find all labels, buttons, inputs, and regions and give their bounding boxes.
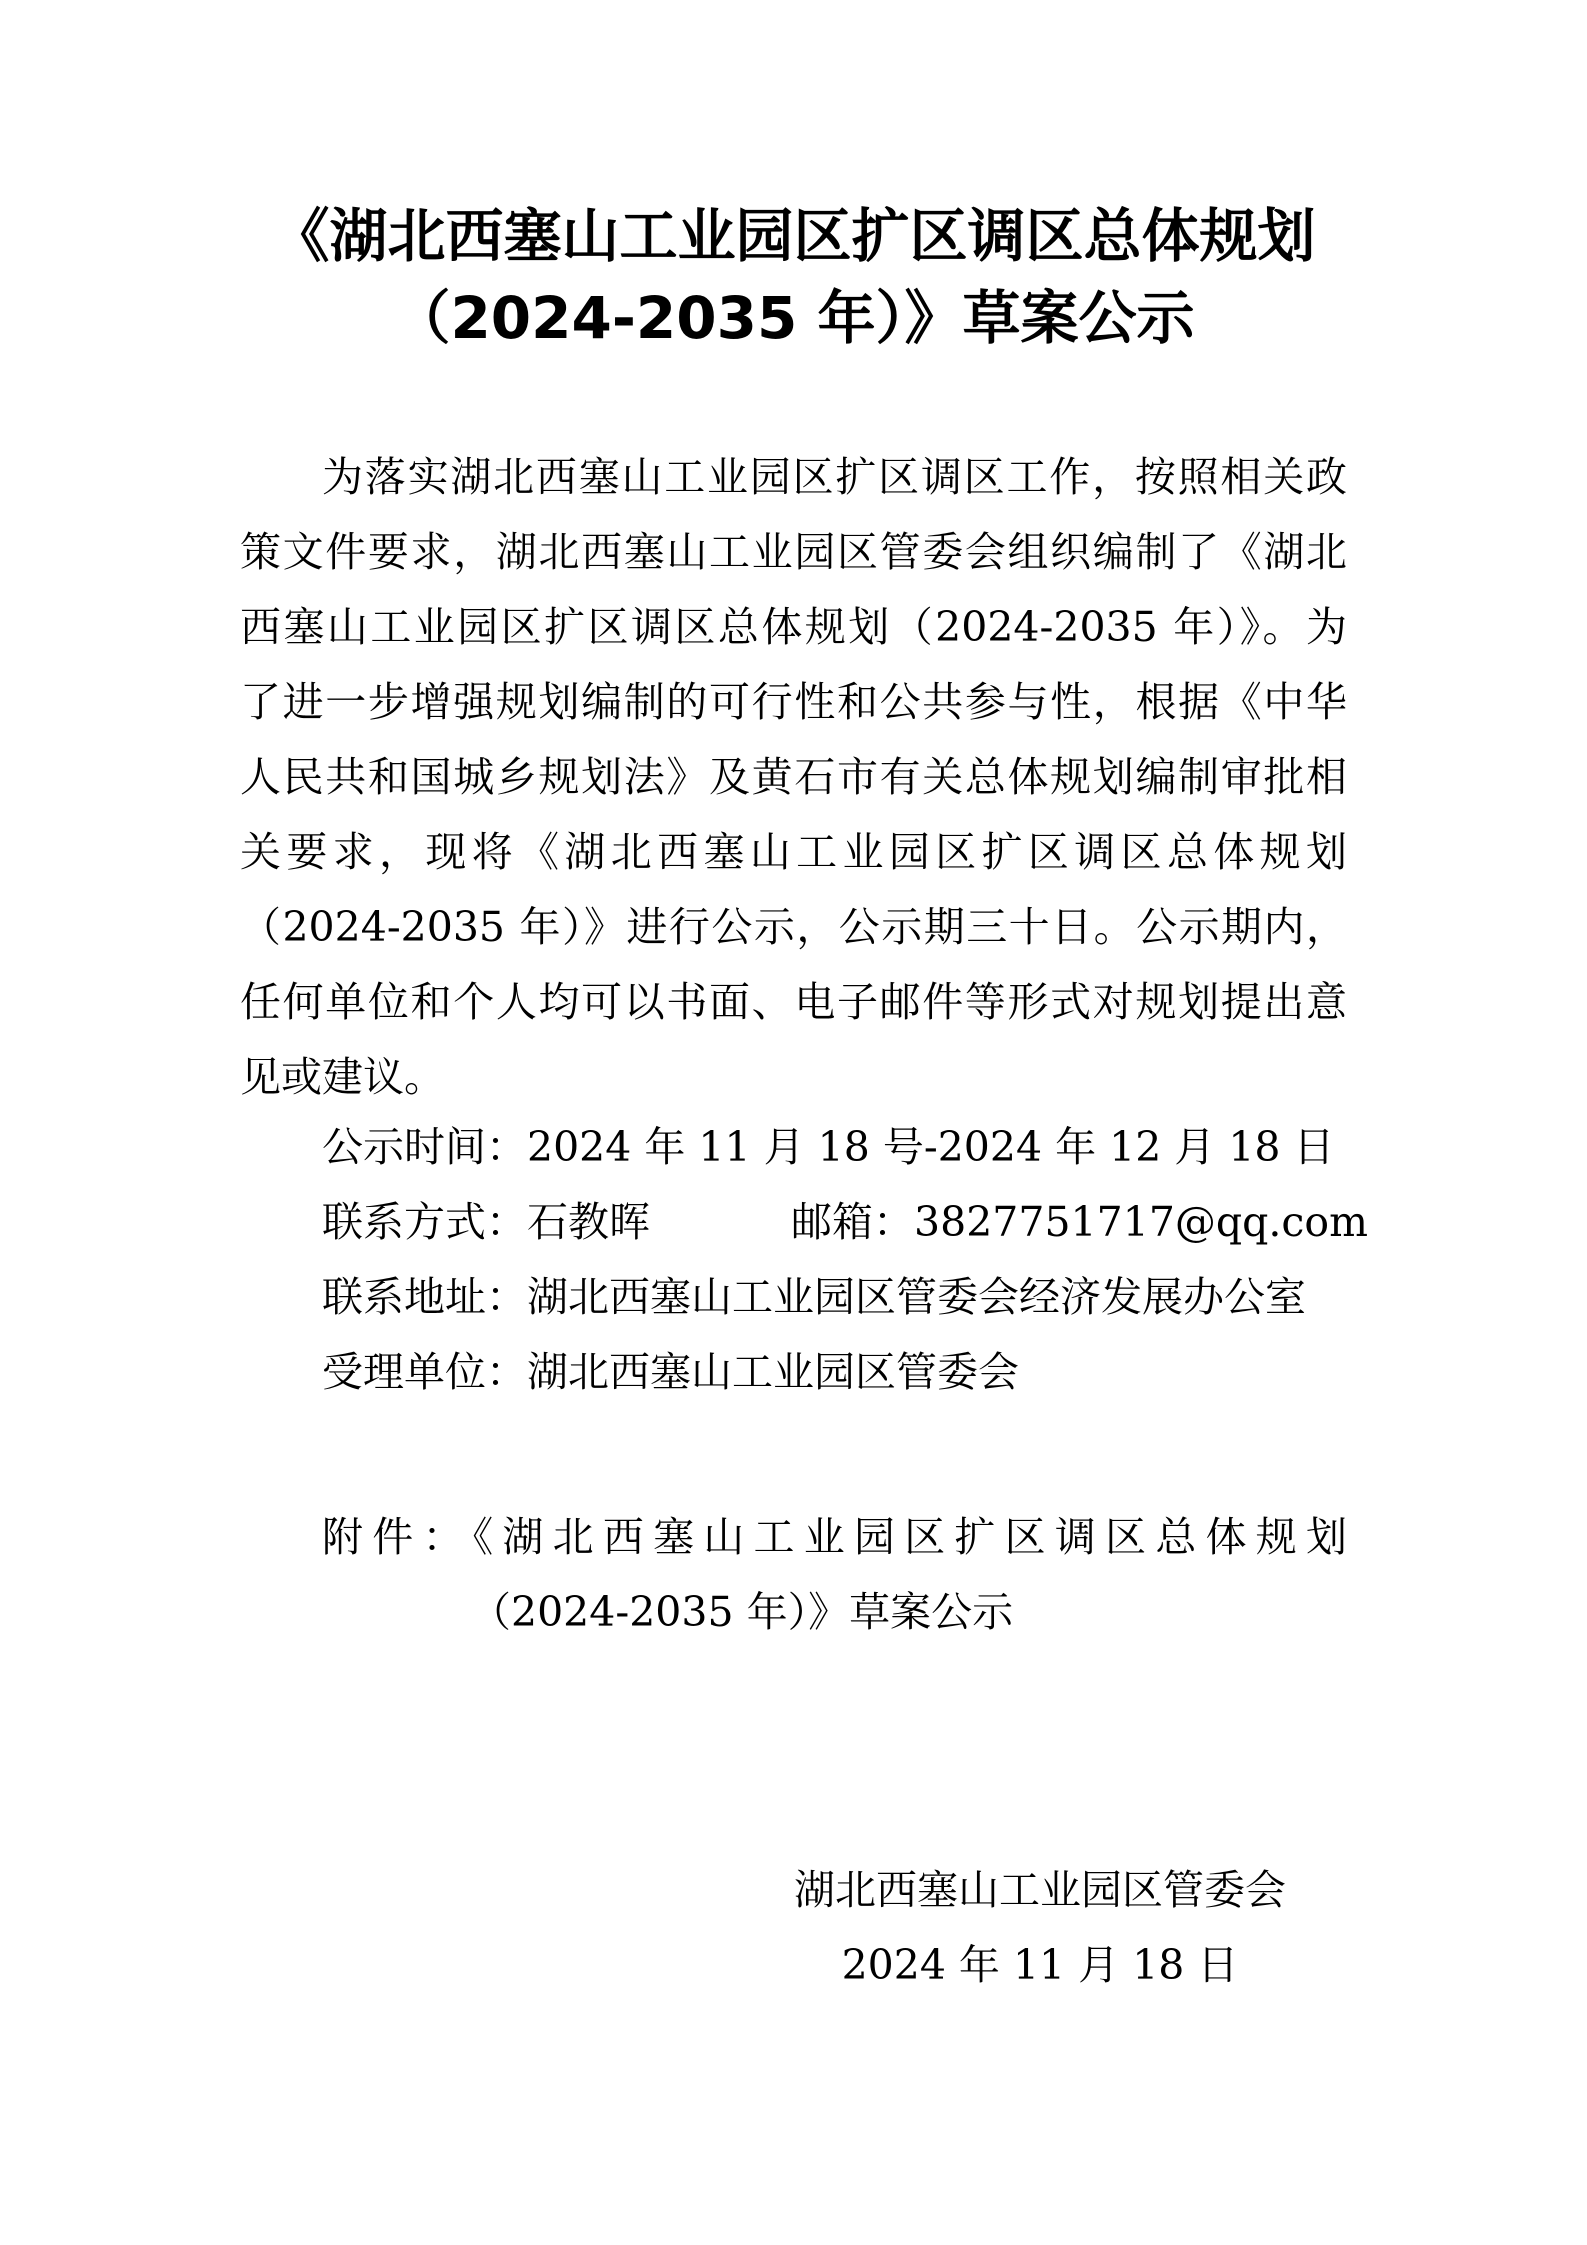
notice-time-value: 2024 年 11 月 18 号-2024 年 12 月 18 日 [527,1123,1335,1171]
accepting-unit-value: 湖北西塞山工业园区管委会 [527,1348,1019,1396]
body-line: 任何单位和个人均可以书面、电子邮件等形式对规划提出意 [240,978,1347,1026]
attachment-block [322,1500,1347,1650]
email-block [791,1185,1368,1260]
body-line: 关要求，现将《湖北西塞山工业园区扩区调区总体规划 [240,828,1347,876]
attachment-title-line-1: 《湖北西塞山工业园区扩区调区总体规划 [472,1513,1348,1561]
accepting-unit-label: 受理单位： [322,1348,527,1396]
contact-label: 联系方式： [322,1198,527,1246]
email-value: 3827751717@qq.com [914,1198,1368,1246]
contact-value: 石教晖 [527,1198,650,1246]
attachment-title-line-2: （2024-2035 年）》草案公示 [470,1588,1014,1636]
address-value: 湖北西塞山工业园区管委会经济发展办公室 [527,1273,1306,1321]
accepting-unit-row [322,1335,1347,1410]
attachment-label: 附件： [322,1513,473,1561]
document-title-line-1: 《湖北西塞山工业园区扩区调区总体规划 [271,202,1316,270]
body-line: 为落实湖北西塞山工业园区扩区调区工作，按照相关政 [322,453,1347,501]
signature-organization: 湖北西塞山工业园区管委会 [794,1866,1286,1914]
body-line: 了进一步增强规划编制的可行性和公共参与性，根据《中华 [240,678,1347,726]
body-line: 见或建议。 [240,1053,445,1101]
signature-date: 2024 年 11 月 18 日 [841,1941,1239,1989]
address-row [322,1260,1347,1335]
notice-time-row [322,1110,1347,1185]
document-title-line-2: （2024-2035 年）》草案公示 [392,284,1195,352]
notice-time-label: 公示时间： [322,1123,527,1171]
attachment-line-1 [322,1500,1347,1575]
contact-row [322,1185,1368,1260]
body-paragraph [240,440,1347,1115]
body-line: （2024-2035 年）》进行公示，公示期三十日。公示期内， [240,903,1347,951]
address-label: 联系地址： [322,1273,527,1321]
body-line: 策文件要求，湖北西塞山工业园区管委会组织编制了《湖北 [240,528,1347,576]
email-label: 邮箱： [791,1198,915,1246]
body-line: 人民共和国城乡规划法》及黄石市有关总体规划编制审批相 [240,753,1347,801]
body-line: 西塞山工业园区扩区调区总体规划（2024-2035 年）》。为 [240,603,1347,651]
